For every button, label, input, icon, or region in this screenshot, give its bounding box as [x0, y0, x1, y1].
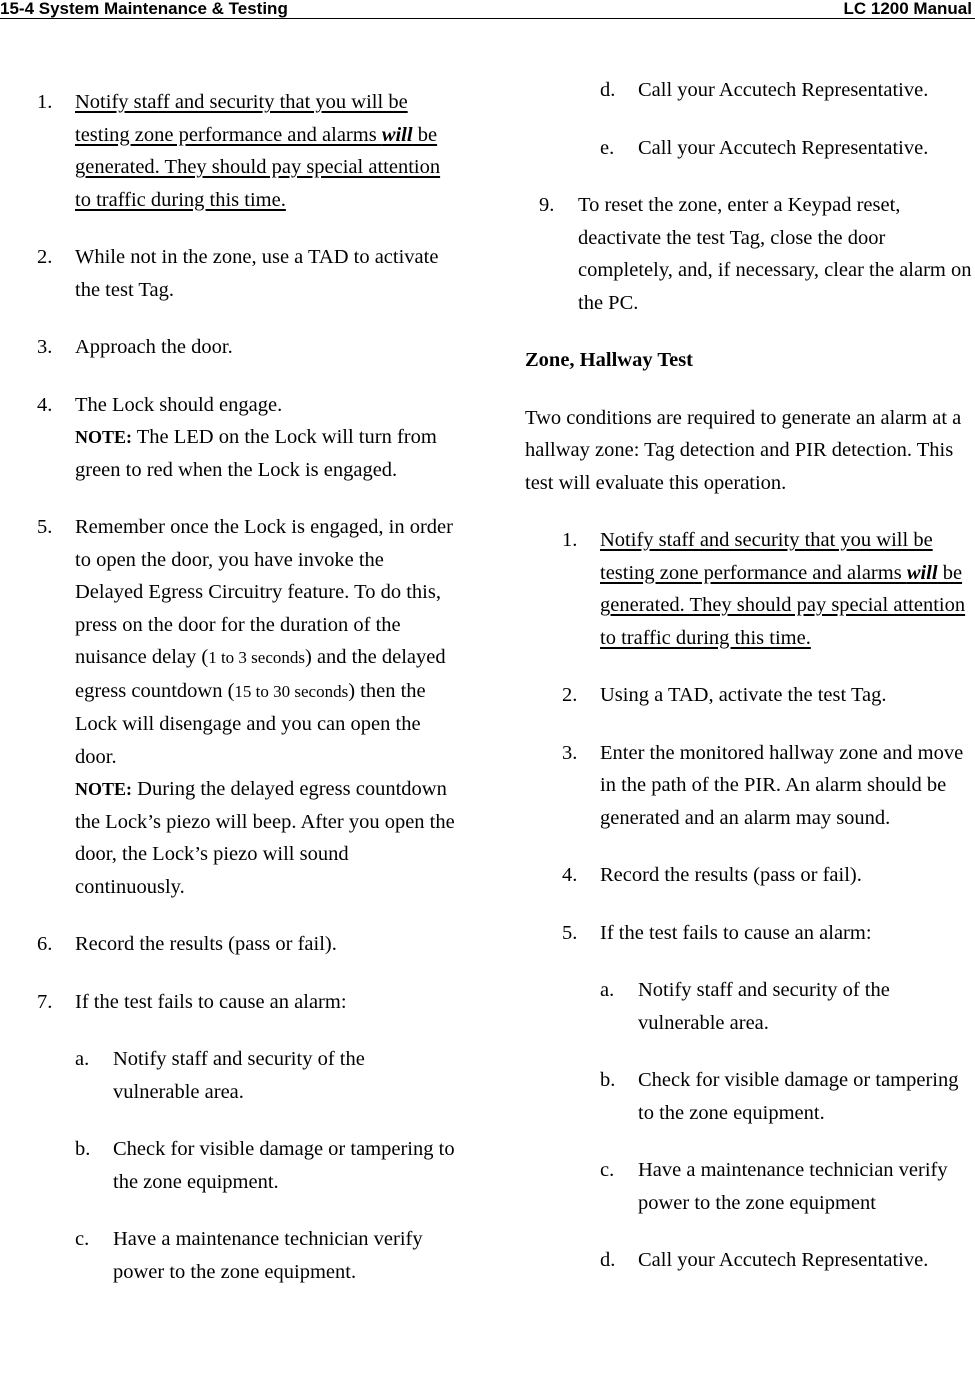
note-label: NOTE: [75, 427, 133, 447]
item-text: If the test fails to cause an alarm: [600, 921, 872, 944]
item-text: Approach the door. [75, 336, 233, 358]
sub-item-text: Notify staff and security of the vulnerable area. [638, 979, 890, 1034]
sub-item [0, 1043, 455, 1108]
section-title: 15-4 System Maintenance & Testing [0, 0, 288, 18]
item-number: 3. [562, 741, 578, 764]
item-number: 1. [37, 91, 53, 113]
item-text: The Lock should engage. [75, 393, 283, 416]
sub-item-letter: b. [75, 1138, 91, 1160]
list-item [525, 917, 975, 950]
sub-item-text: Call your Accutech Representative. [638, 79, 929, 101]
item-text-part: ) and the delayed egress countdown ( [75, 646, 446, 702]
emphasis-text: will [906, 561, 938, 584]
item-text [75, 91, 440, 211]
countdown-range: 15 to 30 seconds [234, 681, 349, 701]
item-text: While not in the zone, use a TAD to activate the test Tag. [75, 246, 439, 301]
list-item [525, 679, 975, 712]
list-item [0, 241, 455, 306]
sub-item-text: Have a maintenance technician verify power to the zone equipment. [113, 1228, 423, 1283]
sub-item-text: Call your Accutech Representative. [638, 136, 929, 159]
item-number: 2. [37, 246, 53, 268]
manual-title: LC 1200 Manual [843, 0, 972, 18]
item-number: 9. [539, 194, 555, 216]
list-item [0, 511, 455, 903]
item-text: If the test fails to cause an alarm: [75, 990, 347, 1013]
list-item [0, 389, 455, 487]
sub-item [525, 1244, 975, 1277]
item-number: 4. [562, 864, 578, 886]
item-text-part: be generated. They should pay special attention to traffic during this time. [600, 561, 966, 649]
sub-item [525, 132, 975, 165]
sub-item-text: Have a maintenance technician verify power to the zone equipment [638, 1159, 948, 1214]
item-number: 5. [562, 921, 578, 944]
sub-item [0, 1223, 455, 1288]
intro-paragraph: Two conditions are required to generate an alarm at a hallway zone: Tag detection and PIR detection. This test will evaluate this operation. [525, 406, 962, 494]
item-text [600, 529, 965, 649]
sub-item-text: Check for visible damage or tampering to the zone equipment. [113, 1138, 455, 1193]
list-item [0, 86, 455, 216]
item-text: To reset the zone, enter a Keypad reset, deactivate the test Tag, close the door completely, and, if necessary, clear the alarm on the PC. [578, 194, 972, 314]
sub-item [525, 74, 975, 107]
delay-range: 1 to 3 seconds [208, 648, 305, 667]
sub-item-text: Call your Accutech Representative. [638, 1249, 929, 1271]
sub-item-letter: a. [75, 1048, 90, 1070]
note [75, 421, 455, 486]
list-item [525, 859, 975, 892]
sub-item [525, 1154, 975, 1219]
list-item [0, 986, 455, 1019]
page-header [0, 0, 975, 19]
item-number: 4. [37, 393, 53, 416]
sub-item-letter: c. [600, 1159, 615, 1181]
sub-item [525, 974, 975, 1039]
item-number: 6. [37, 933, 53, 955]
item-text [75, 511, 455, 773]
item-number: 5. [37, 516, 53, 538]
list-item [525, 737, 975, 835]
item-number: 7. [37, 990, 53, 1013]
sub-item-text: Notify staff and security of the vulnerable area. [113, 1048, 365, 1103]
sub-item [0, 1133, 455, 1198]
sub-item-text: Check for visible damage or tampering to the zone equipment. [638, 1069, 959, 1124]
item-number: 3. [37, 336, 53, 358]
item-text-part: be generated. They should pay special attention to traffic during this time. [75, 123, 441, 211]
item-text-part: Remember once the Lock is engaged, in order to open the door, you have invoke the Delayed Egress Circuitry feature. To do this, press on the door for the duration of the nuisance delay ( [75, 516, 453, 668]
item-number: 2. [562, 684, 578, 706]
emphasis-text: will [381, 123, 413, 146]
right-column [525, 74, 975, 1302]
item-number: 1. [562, 529, 578, 551]
item-text-part: Notify staff and security that you will be testing zone performance and alarms [600, 529, 933, 584]
sub-item-letter: b. [600, 1069, 616, 1091]
sub-item-letter: d. [600, 79, 616, 101]
list-item [525, 524, 975, 654]
note [75, 773, 455, 903]
note-label: NOTE: [75, 779, 133, 799]
sub-item [525, 1064, 975, 1129]
section-heading: Zone, Hallway Test [525, 349, 694, 371]
item-text: Using a TAD, activate the test Tag. [600, 684, 887, 706]
list-item [0, 331, 455, 364]
note-text: During the delayed egress countdown the Lock’s piezo will beep. After you open the door, the Lock’s piezo will sound continuously. [75, 778, 455, 898]
item-text-part: ) then the Lock will disengage and you can open the door. [75, 679, 426, 768]
item-text: Record the results (pass or fail). [75, 933, 337, 955]
sub-item-letter: d. [600, 1249, 616, 1271]
note-text: The LED on the Lock will turn from green to red when the Lock is engaged. [75, 426, 437, 481]
item-text: Enter the monitored hallway zone and move in the path of the PIR. An alarm should be generated and an alarm may sound. [600, 741, 964, 829]
sub-item-letter: c. [75, 1228, 90, 1250]
item-text: Record the results (pass or fail). [600, 864, 862, 886]
item-text-part: Notify staff and security that you will be testing zone performance and alarms [75, 91, 408, 146]
sub-item-letter: a. [600, 979, 615, 1001]
list-item [0, 928, 455, 961]
sub-item-letter: e. [600, 136, 615, 159]
list-item [525, 189, 975, 319]
left-column [0, 86, 455, 1313]
